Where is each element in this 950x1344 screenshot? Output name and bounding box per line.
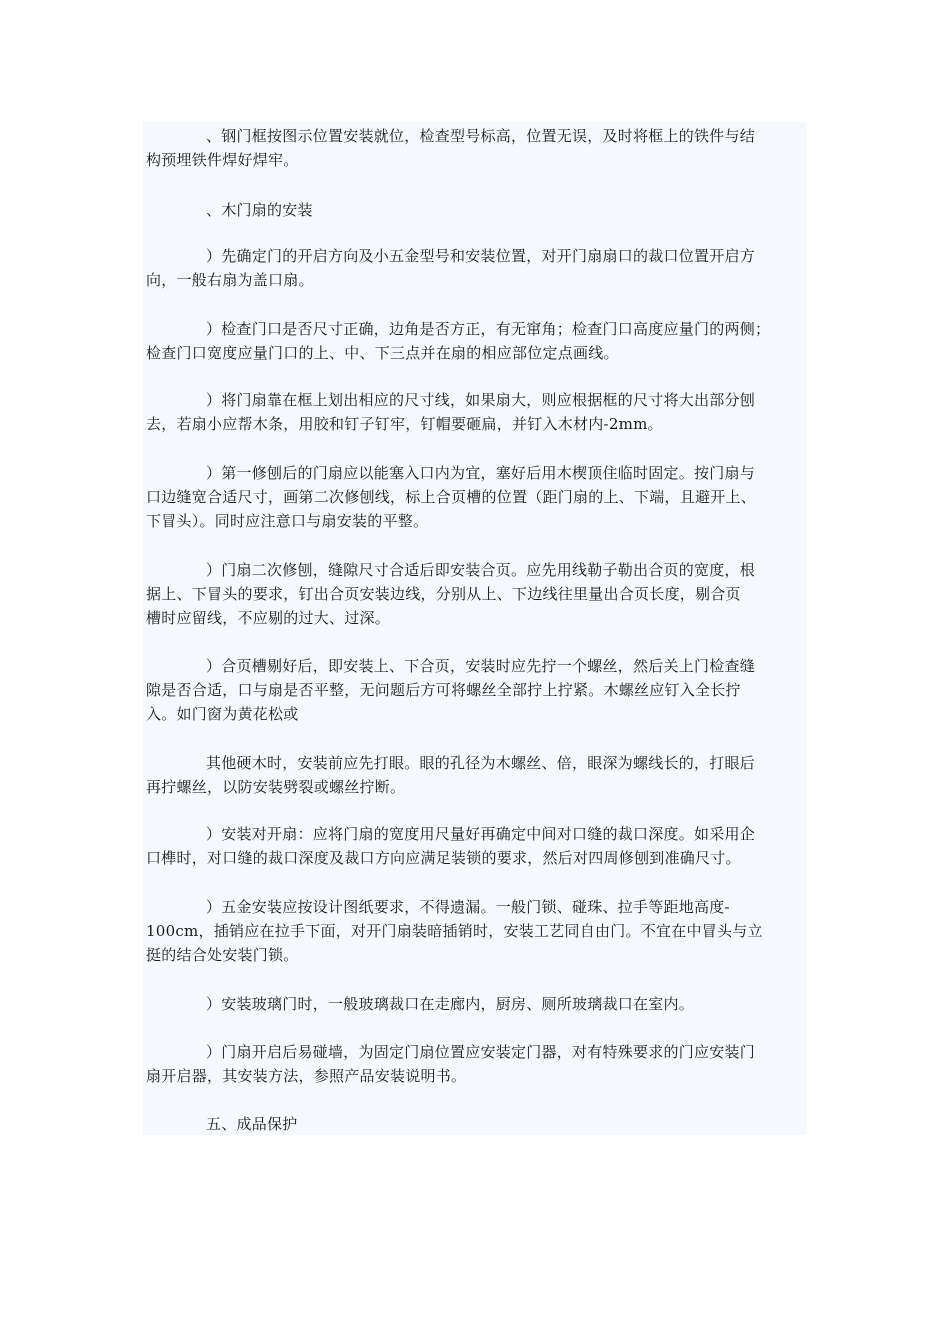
section-heading-wood-door-leaf xyxy=(146,198,806,222)
text-line: ）门扇开启后易碰墙，为固定门扇位置应安装定门器，对有特殊要求的门应安装门 xyxy=(206,1043,756,1061)
text-line: 其他硬木时，安装前应先打眼。眼的孔径为木螺丝、倍，眼深为螺线长的，打眼后 xyxy=(206,754,756,772)
text-line: 再拧螺丝，以防安装劈裂或螺丝拧断。 xyxy=(146,778,406,796)
text-line: 检查门口宽度应量门口的上、中、下三点并在扇的相应部位定点画线。 xyxy=(146,344,619,362)
text-line: 隙是否合适，口与扇是否平整，无问题后方可将螺丝全部拧上拧紧。木螺丝应钉入全长拧 xyxy=(146,681,741,699)
paragraph-continuation xyxy=(146,751,806,799)
text-line: ）第一修刨后的门扇应以能塞入口内为宜，塞好后用木楔顶住临时固定。按门扇与 xyxy=(206,464,756,482)
text-line: 入。如门窗为黄花松或 xyxy=(146,705,299,723)
text-line: 100cm，插销应在拉手下面，对开门扇装暗插销时，安装工艺同自由门。不宜在中冒头与立 xyxy=(146,922,763,940)
text-line: 、木门扇的安装 xyxy=(206,201,313,219)
text-line: 下冒头）。同时应注意口与扇安装的平整。 xyxy=(146,512,429,530)
text-line: 据上、下冒头的要求，钉出合页安装边线，分别从上、下边线往里量出合页长度，剔合页 xyxy=(146,585,741,603)
text-line: ）合页槽剔好后，即安装上、下合页，安装时应先拧一个螺丝，然后关上门检查缝 xyxy=(206,657,756,675)
paragraph-step xyxy=(146,822,806,870)
paragraph-step xyxy=(146,1040,806,1088)
document-body xyxy=(143,122,806,1135)
text-line: 口边缝宽合适尺寸，画第二次修刨线，标上合页槽的位置（距门扇的上、下端，且避开上、 xyxy=(146,488,757,506)
text-line: ）安装对开扇：应将门扇的宽度用尺量好再确定中间对口缝的裁口深度。如采用企 xyxy=(206,825,756,843)
section-heading-finished-product-protection xyxy=(146,1112,806,1135)
text-line: 扇开启器，其安装方法，参照产品安装说明书。 xyxy=(146,1067,467,1085)
text-line: 挺的结合处安装门锁。 xyxy=(146,946,299,964)
text-line: 槽时应留线，不应剔的过大、过深。 xyxy=(146,609,391,627)
text-line: ）将门扇靠在框上划出相应的尺寸线，如果扇大，则应根据框的尺寸将大出部分刨 xyxy=(206,391,756,409)
text-line: ）五金安装应按设计图纸要求，不得遗漏。一般门锁、碰珠、拉手等距地高度- xyxy=(206,898,730,916)
paragraph-step xyxy=(146,317,806,365)
text-line: ）检查门口是否尺寸正确，边角是否方正，有无窜角；检查门口高度应量门的两侧； xyxy=(206,320,771,338)
text-line: ）先确定门的开启方向及小五金型号和安装位置，对开门扇扇口的裁口位置开启方 xyxy=(206,247,756,265)
paragraph-step xyxy=(146,654,806,726)
paragraph-step xyxy=(146,461,806,533)
paragraph-step xyxy=(146,558,806,630)
paragraph-step xyxy=(146,388,806,436)
paragraph-step xyxy=(146,895,806,967)
text-line: 向，一般右扇为盖口扇。 xyxy=(146,271,314,289)
paragraph-step xyxy=(146,992,806,1016)
text-line: ）门扇二次修刨，缝隙尺寸合适后即安装合页。应先用线勒子勒出合页的宽度，根 xyxy=(206,561,756,579)
text-line: 五、成品保护 xyxy=(206,1115,298,1133)
text-line: 去，若扇小应帮木条，用胶和钉子钉牢，钉帽要砸扁，并钉入木材内-2mm。 xyxy=(146,415,663,433)
text-line: 口榫时，对口缝的裁口深度及裁口方向应满足装锁的要求，然后对四周修刨到准确尺寸。 xyxy=(146,849,741,867)
text-line: 、钢门框按图示位置安装就位，检查型号标高，位置无误，及时将框上的铁件与结 xyxy=(206,127,756,145)
paragraph-steel-frame xyxy=(146,124,806,172)
text-line: 构预埋铁件焊好焊牢。 xyxy=(146,151,299,169)
text-line: ）安装玻璃门时，一般玻璃裁口在走廊内，厨房、厕所玻璃裁口在室内。 xyxy=(206,995,695,1013)
paragraph-step xyxy=(146,244,806,292)
